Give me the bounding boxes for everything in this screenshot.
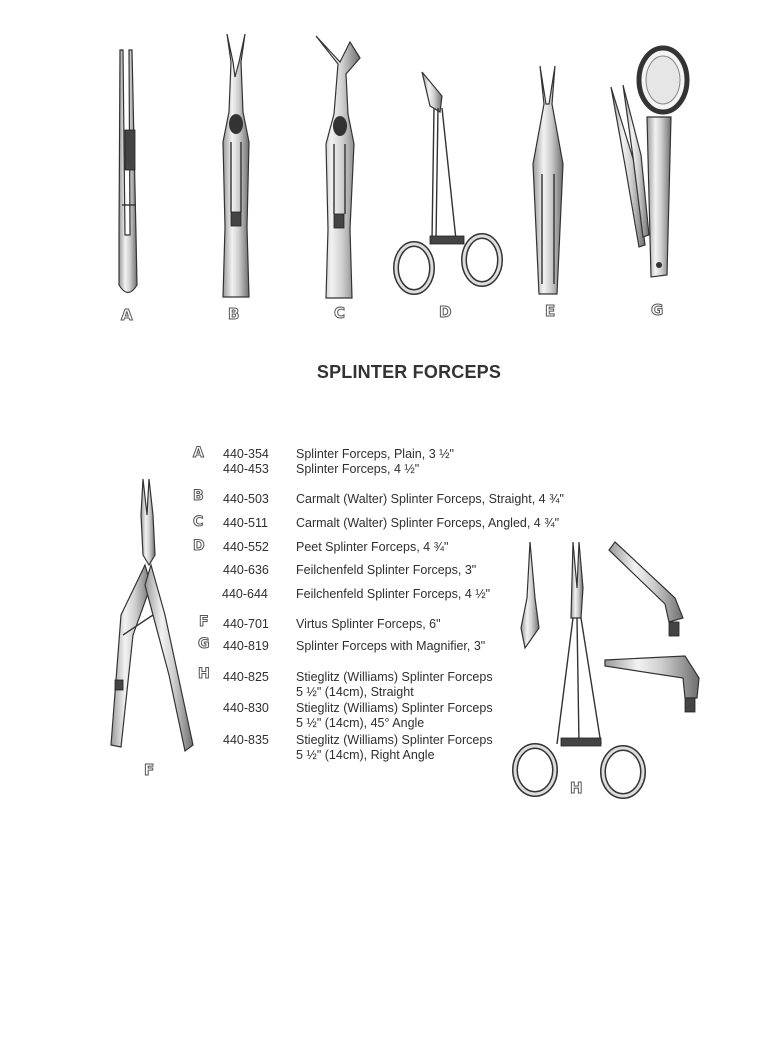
item-desc: Virtus Splinter Forceps, 6": [296, 617, 441, 631]
item-desc-line2: 5 ½" (14cm), Right Angle: [296, 748, 435, 762]
figure-label-b: B: [228, 305, 240, 323]
group-letter-f: F: [199, 614, 209, 630]
item-desc-line2: 5 ½" (14cm), Straight: [296, 685, 414, 699]
group-letter-d: D: [193, 538, 205, 554]
figure-label-h: H: [570, 779, 583, 797]
item-desc-line2: 5 ½" (14cm), 45° Angle: [296, 716, 425, 730]
figure-label-a: A: [121, 306, 133, 324]
item-code: 440-825: [223, 670, 269, 684]
figure-label-f: F: [144, 761, 155, 779]
group-letter-a: A: [193, 445, 204, 461]
instrument-e-illustration: [525, 64, 570, 296]
group-letter-g: G: [198, 636, 210, 652]
item-code: 440-636: [223, 563, 269, 577]
item-desc: Stieglitz (Williams) Splinter Forceps: [296, 733, 493, 747]
item-code: 440-503: [223, 492, 269, 506]
instrument-h-illustration: [505, 538, 705, 800]
instrument-a-illustration: [108, 45, 148, 300]
item-desc: Peet Splinter Forceps, 4 ¾": [296, 540, 449, 554]
item-code: 440-453: [223, 462, 269, 476]
item-desc: Splinter Forceps with Magnifier, 3": [296, 639, 486, 653]
item-desc: Feilchenfeld Splinter Forceps, 4 ½": [296, 587, 491, 601]
item-code: 440-644: [222, 587, 268, 601]
item-code: 440-830: [223, 701, 269, 715]
item-code: 440-552: [223, 540, 269, 554]
figure-label-d: D: [439, 303, 452, 321]
instrument-g-illustration: [605, 45, 695, 290]
item-desc: Stieglitz (Williams) Splinter Forceps: [296, 701, 493, 715]
item-code: 440-819: [223, 639, 269, 653]
item-code: 440-701: [223, 617, 269, 631]
item-code: 440-835: [223, 733, 269, 747]
page-title: SPLINTER FORCEPS: [316, 362, 502, 382]
item-desc: Carmalt (Walter) Splinter Forceps, Angled, 4 ¾": [296, 516, 560, 530]
item-desc: Splinter Forceps, Plain, 3 ½": [296, 447, 454, 461]
item-desc: Stieglitz (Williams) Splinter Forceps: [296, 670, 493, 684]
group-letter-h: H: [198, 666, 210, 682]
figure-label-g: G: [651, 301, 664, 319]
item-code: 440-511: [223, 516, 268, 530]
figure-label-e: E: [545, 302, 556, 320]
instrument-b-illustration: [213, 32, 258, 300]
item-desc: Carmalt (Walter) Splinter Forceps, Straight, 4 ¾": [296, 492, 564, 506]
item-desc: Splinter Forceps, 4 ½": [296, 462, 420, 476]
instrument-f-illustration: [103, 475, 203, 760]
item-desc: Feilchenfeld Splinter Forceps, 3": [296, 563, 477, 577]
instrument-d-illustration: [390, 68, 510, 300]
item-code: 440-354: [223, 447, 269, 461]
figure-label-c: C: [334, 304, 346, 322]
group-letter-c: C: [193, 514, 204, 530]
group-letter-b: B: [193, 488, 204, 504]
instrument-c-illustration: [312, 34, 367, 300]
